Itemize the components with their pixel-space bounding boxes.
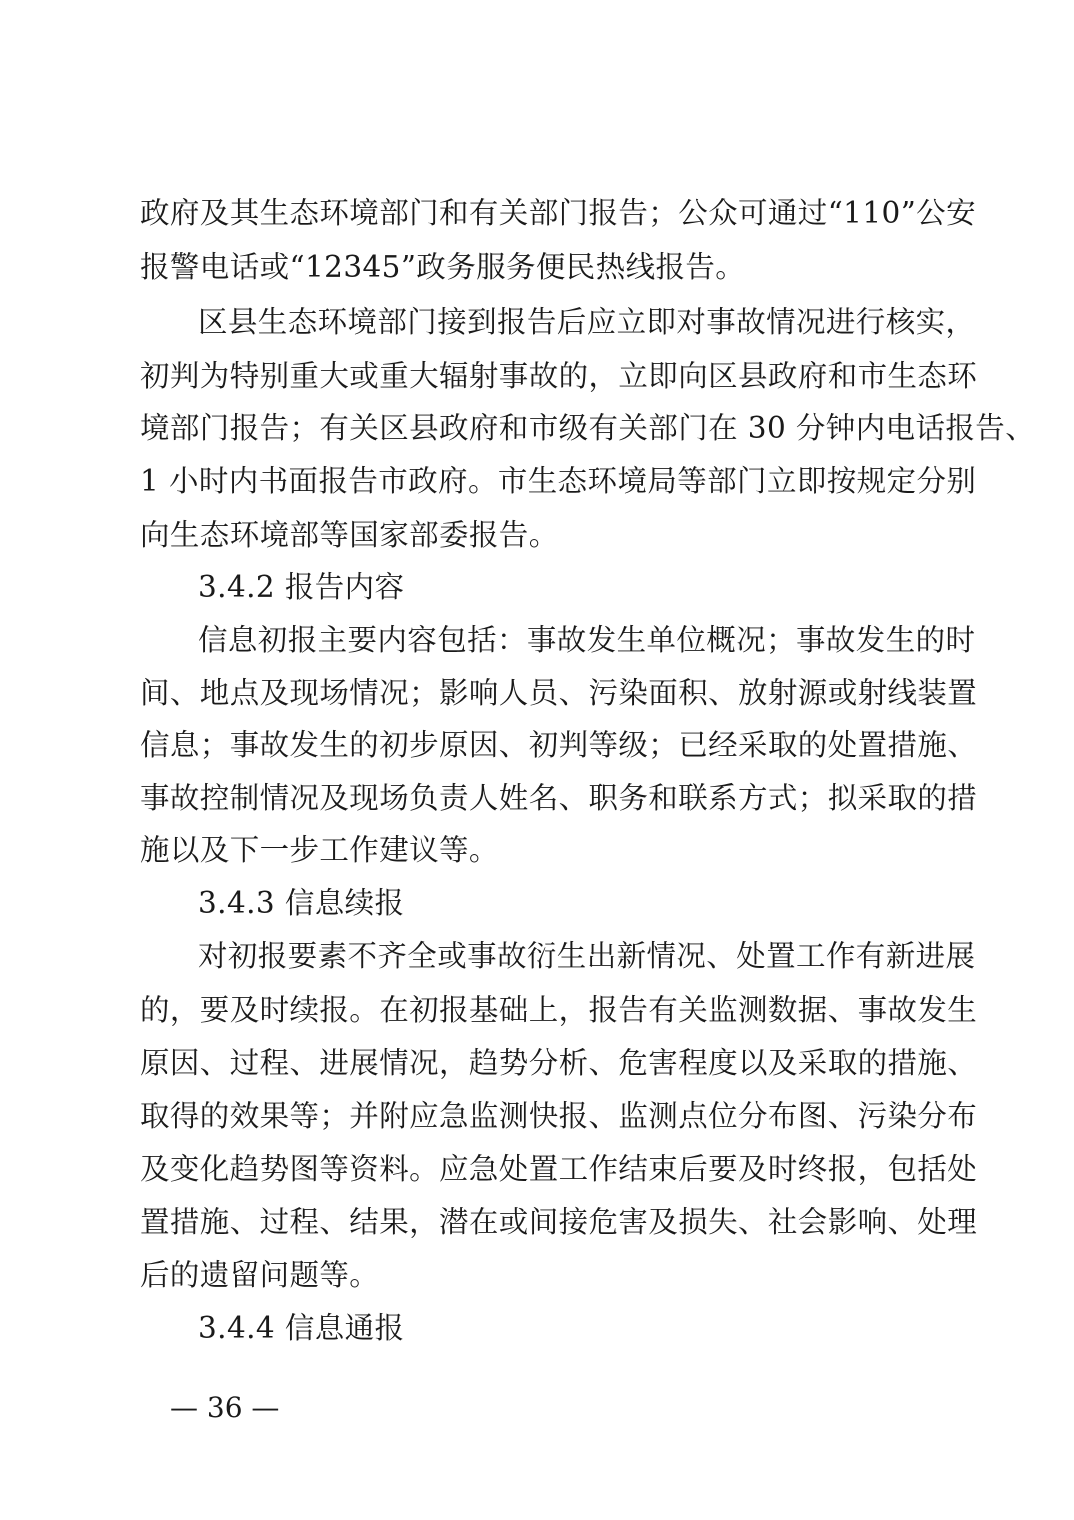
text-line: 事故控制情况及现场负责人姓名、职务和联系方式；拟采取的措 — [140, 781, 978, 815]
text-line: 向生态环境部等国家部委报告。 — [140, 518, 559, 552]
text-line: 取得的效果等；并附应急监测快报、监测点位分布图、污染分布 — [140, 1099, 978, 1133]
text-line: 后的遗留问题等。 — [140, 1258, 380, 1292]
text-line: 施以及下一步工作建议等。 — [140, 833, 499, 867]
text-line: 初判为特别重大或重大辐射事故的，立即向区县政府和市生态环 — [140, 359, 978, 393]
section-heading-3-4-4: 3.4.4 信息通报 — [198, 1311, 405, 1345]
text-line: 间、地点及现场情况；影响人员、污染面积、放射源或射线装置 — [140, 676, 978, 710]
text-line: 及变化趋势图等资料。应急处置工作结束后要及时终报，包括处 — [140, 1152, 978, 1186]
section-heading-3-4-2: 3.4.2 报告内容 — [198, 570, 405, 604]
text-line: 信息；事故发生的初步原因、初判等级；已经采取的处置措施、 — [140, 728, 978, 762]
text-line: 报警电话或“12345”政务服务便民热线报告。 — [140, 250, 746, 284]
text-line: 的，要及时续报。在初报基础上，报告有关监测数据、事故发生 — [140, 993, 978, 1027]
paragraph-start-line: 信息初报主要内容包括：事故发生单位概况；事故发生的时 — [198, 623, 976, 657]
paragraph-start-line: 对初报要素不齐全或事故衍生出新情况、处置工作有新进展 — [198, 939, 976, 973]
text-line: 原因、过程、进展情况，趋势分析、危害程度以及采取的措施、 — [140, 1046, 978, 1080]
text-line: 置措施、过程、结果，潜在或间接危害及损失、社会影响、处理 — [140, 1205, 978, 1239]
text-line: 1 小时内书面报告市政府。市生态环境局等部门立即按规定分别 — [140, 464, 977, 498]
text-line: 政府及其生态环境部门和有关部门报告；公众可通过“110”公安 — [140, 196, 976, 230]
text-line: 境部门报告；有关区县政府和市级有关部门在 30 分钟内电话报告、 — [140, 411, 1036, 445]
page-number: — 36 — — [170, 1391, 280, 1424]
section-heading-3-4-3: 3.4.3 信息续报 — [198, 886, 405, 920]
paragraph-start-line: 区县生态环境部门接到报告后应立即对事故情况进行核实， — [198, 305, 976, 339]
